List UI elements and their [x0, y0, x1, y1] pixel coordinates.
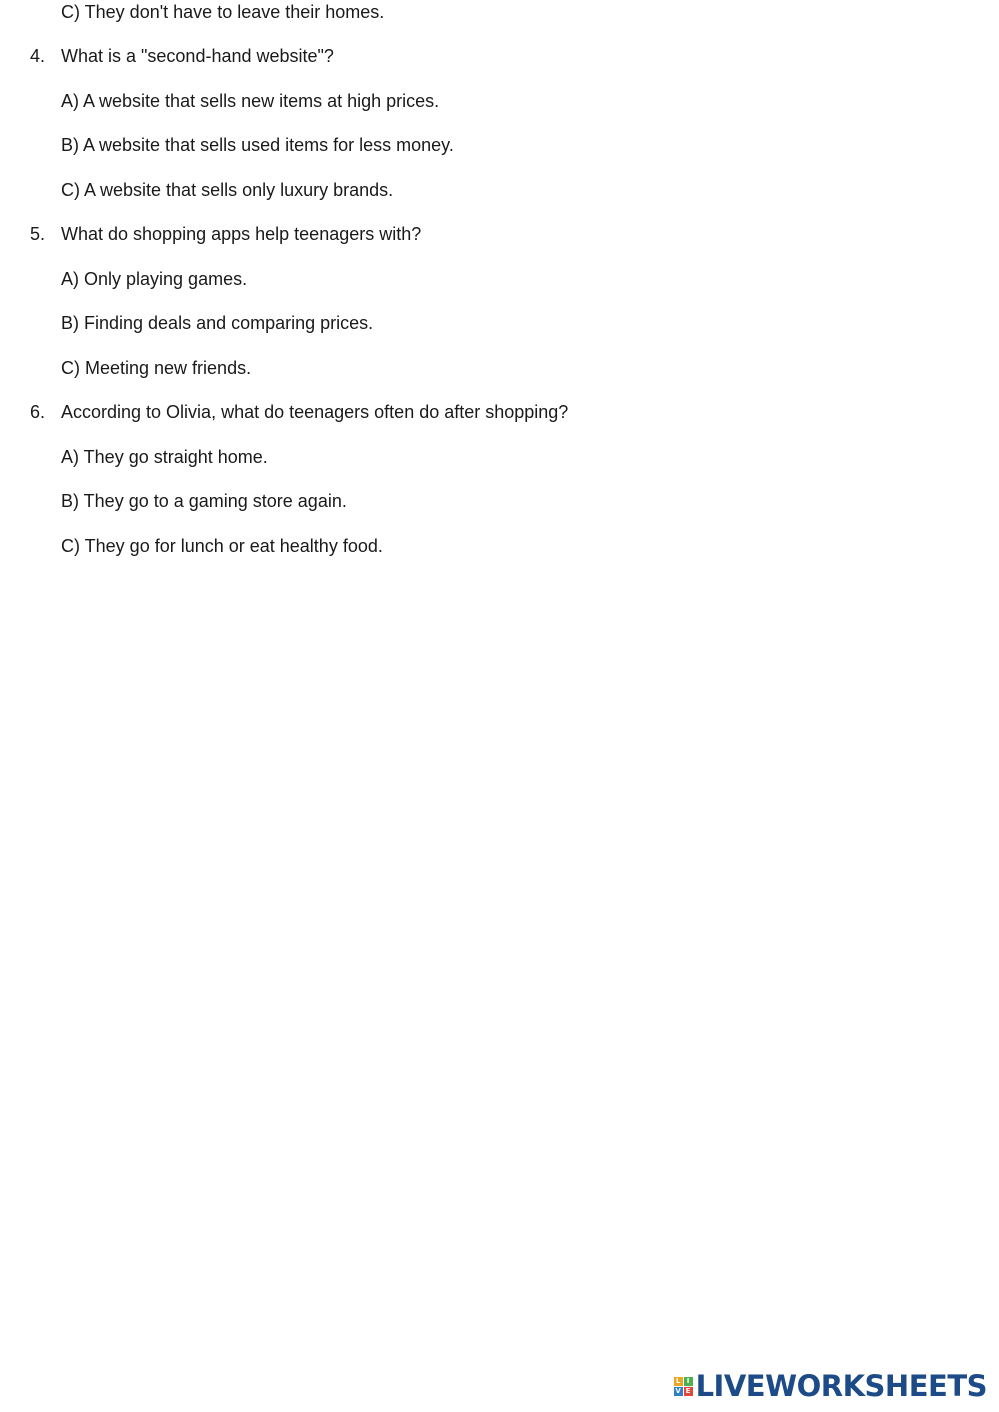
- q5-option-a[interactable]: A) Only playing games.: [61, 269, 248, 289]
- q5-number: 5.: [30, 224, 46, 244]
- q4-option-c[interactable]: C) A website that sells only luxury brands.: [61, 180, 394, 200]
- q4-option-a[interactable]: A) A website that sells new items at high prices.: [61, 91, 440, 111]
- logo-mark-l: L: [674, 1377, 683, 1386]
- q3-option-c[interactable]: C) They don't have to leave their homes.: [61, 2, 385, 22]
- q4-number: 4.: [30, 46, 46, 66]
- q5-option-b[interactable]: B) Finding deals and comparing prices.: [61, 313, 374, 333]
- q5-question: What do shopping apps help teenagers with?: [61, 224, 422, 244]
- liveworksheets-logo-icon: [674, 1377, 693, 1396]
- q6-question: According to Olivia, what do teenagers often do after shopping?: [61, 402, 569, 422]
- q6-option-c[interactable]: C) They go for lunch or eat healthy food.: [61, 536, 383, 556]
- logo-mark-i: I: [684, 1377, 693, 1386]
- logo-mark-e: E: [684, 1387, 693, 1396]
- q4-question: What is a "second-hand website"?: [61, 46, 334, 66]
- q6-option-a[interactable]: A) They go straight home.: [61, 447, 268, 467]
- q6-option-b[interactable]: B) They go to a gaming store again.: [61, 491, 347, 511]
- q4-option-b[interactable]: B) A website that sells used items for less money.: [61, 135, 454, 155]
- logo-mark-v: V: [675, 1386, 681, 1395]
- q6-number: 6.: [30, 402, 46, 422]
- liveworksheets-logo-text: LIVEWORKSHEETS: [695, 1369, 987, 1403]
- q5-option-c[interactable]: C) Meeting new friends.: [61, 358, 252, 378]
- liveworksheets-logo: [674, 1370, 987, 1402]
